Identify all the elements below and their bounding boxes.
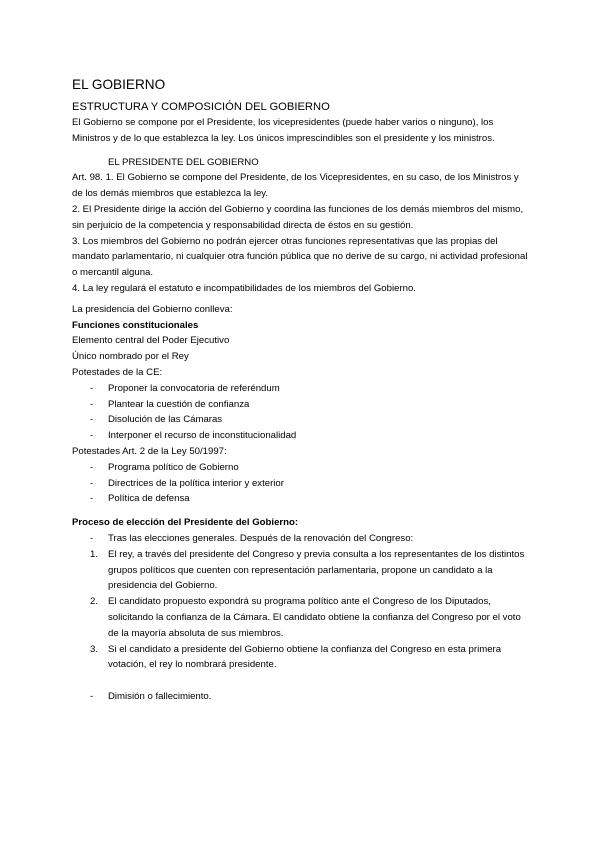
ce-powers-label: Potestades de la CE: (72, 366, 163, 378)
document-content (72, 76, 532, 705)
list-item: - Programa político de Gobierno (72, 460, 532, 476)
list-item: - Directrices de la política interior y exterior (72, 476, 532, 492)
election-heading: Proceso de elección del Presidente del Gobierno: (72, 517, 299, 529)
president-heading: EL PRESIDENTE DEL GOBIERNO (108, 156, 259, 168)
last-list (72, 689, 532, 705)
step-number: 3. (90, 643, 99, 655)
article-paragraph: 2. El Presidente dirige la acción del Gobierno y coordina las funciones de los demás miembros del mismo, sin perjuicio de la competencia y responsabilidad directa de éstos en su gestión. (72, 203, 524, 231)
list-item: - Tras las elecciones generales. Después de la renovación del Congreso: (72, 531, 532, 547)
article-paragraph: 3. Los miembros del Gobierno no podrán ejercer otras funciones representativas que las propias del mandato parlamentario, ni cualquier otra función pública que no derive de su cargo, ni actividad profesional o mercantil alguna. (72, 235, 528, 279)
step-number: 2. (90, 596, 99, 608)
presidency-intro: La presidencia del Gobierno conlleva: (72, 303, 233, 315)
list-item: - Proponer la convocatoria de referéndum (72, 381, 532, 397)
election-steps-list (72, 547, 532, 673)
step-number: 1. (90, 548, 99, 560)
intro-paragraph: El Gobierno se compone por el Presidente, los vicepresidentes (puede haber varios o ninguno), los Ministros y de lo que establezca la ley. Los únicos imprescindibles son el presidente y los ministros. (72, 117, 495, 144)
article-paragraph: 4. La ley regulará el estatuto e incompatibilidades de los miembros del Gobierno. (72, 282, 416, 294)
law-powers-list (72, 460, 532, 507)
section-heading: ESTRUCTURA Y COMPOSICIÓN DEL GOBIERNO (72, 101, 330, 113)
law-powers-label: Potestades Art. 2 de la Ley 50/1997: (72, 445, 227, 457)
list-item (72, 594, 532, 641)
election-first-list (72, 531, 532, 547)
step-text: El candidato propuesto expondrá su programa político ante el Congreso de los Diputados, solicitando la confianza de la Cámara. El candidato obtiene la confianza del Congreso por el voto de la mayoría absoluta de sus miembros. (108, 596, 521, 639)
appointed-line: Único nombrado por el Rey (72, 351, 189, 363)
ce-powers-list (72, 381, 532, 444)
list-item: - Disolución de las Cámaras (72, 412, 532, 428)
list-item (72, 547, 532, 594)
list-item: - Interponer el recurso de inconstitucionalidad (72, 428, 532, 444)
list-item: - Política de defensa (72, 491, 532, 507)
element-line: Elemento central del Poder Ejecutivo (72, 335, 230, 347)
step-text: Si el candidato a presidente del Gobierno obtiene la confianza del Congreso en esta primera votación, el rey lo nombrará presidente. (108, 643, 502, 671)
list-item: - Dimisión o fallecimiento. (72, 689, 532, 705)
list-item: - Plantear la cuestión de confianza (72, 397, 532, 413)
step-text: El rey, a través del presidente del Congreso y previa consulta a los representantes de los distintos grupos políticos que cuenten con representación parlamentaria, propone un candidato a la presidencia del Gobierno. (108, 548, 525, 592)
article-paragraph: Art. 98. 1. El Gobierno se compone del Presidente, de los Vicepresidentes, en su caso, de los Ministros y de los demás miembros que establezca la ley. (72, 172, 519, 200)
list-item (72, 642, 532, 674)
page-title: EL GOBIERNO (72, 77, 166, 92)
functions-heading: Funciones constitucionales (72, 319, 199, 331)
